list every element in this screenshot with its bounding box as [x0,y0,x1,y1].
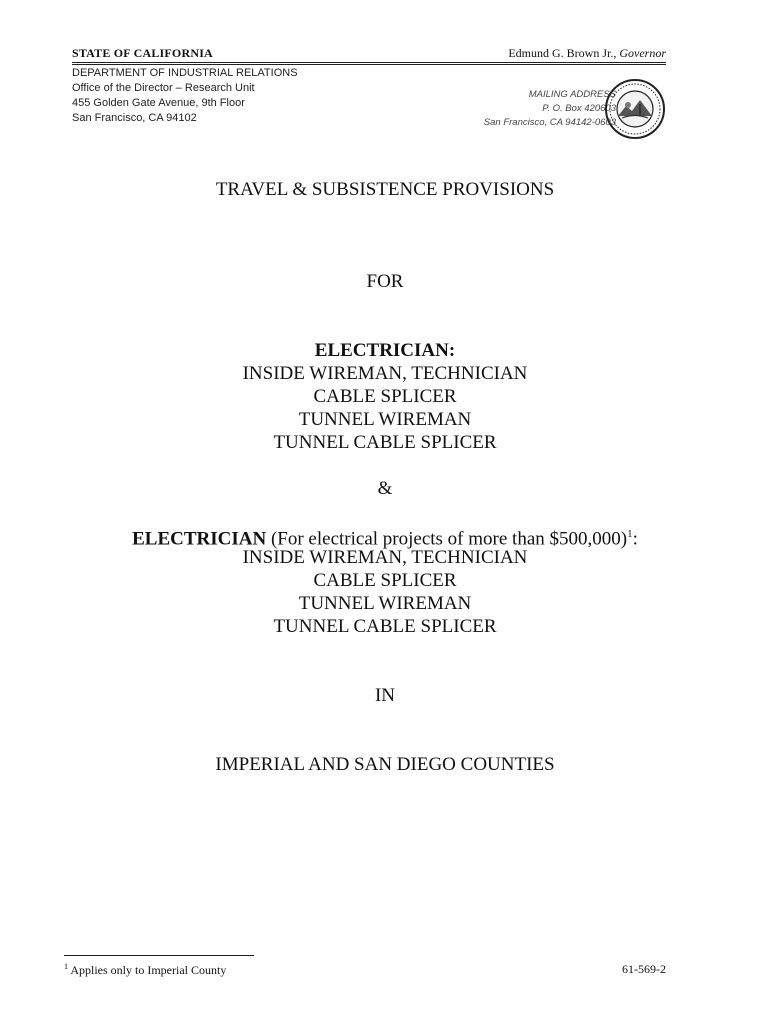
document-number: 61-569-2 [622,962,666,976]
group2-heading-bold: ELECTRICIAN [132,528,267,550]
footnote [64,962,226,978]
group2-item: TUNNEL WIREMAN [298,593,472,614]
po-box: P. O. Box 420603 [542,103,616,114]
group1-item: TUNNEL CABLE SPLICER [273,432,497,453]
department-address [72,66,298,126]
mailing-city: San Francisco, CA 94142-0603 [483,117,616,128]
main-title: TRAVEL & SUBSISTENCE PROVISIONS [215,179,555,200]
governor-title: Governor [619,46,666,60]
state-name: STATE OF CALIFORNIA [72,46,213,60]
group2-heading-rest: (For electrical projects of more than $500,000) [266,528,628,550]
group1-heading: ELECTRICIAN: [314,340,456,361]
group1-item: INSIDE WIREMAN, TECHNICIAN [242,363,528,384]
group2-item: TUNNEL CABLE SPLICER [273,616,497,637]
department-name: DEPARTMENT OF INDUSTRIAL RELATIONS [72,67,298,79]
group2-footnote-mark: 1 [627,528,633,540]
header-rule-top [72,62,666,63]
governor-name: Edmund G. Brown Jr., [508,46,617,60]
group2-item: INSIDE WIREMAN, TECHNICIAN [242,547,528,568]
governor-line [508,46,666,61]
header-rule-bottom [72,64,666,65]
group2-heading-end: : [632,528,638,550]
group1-item: CABLE SPLICER [313,386,457,407]
ampersand: & [377,478,393,499]
in-label: IN [374,685,396,706]
street-address: 455 Golden Gate Avenue, 9th Floor [72,97,245,109]
counties-title: IMPERIAL AND SAN DIEGO COUNTIES [215,754,555,775]
for-label: FOR [366,271,404,292]
office-name: Office of the Director – Research Unit [72,82,255,94]
footnote-mark: 1 [64,962,68,971]
footnote-rule [64,955,254,956]
city-address: San Francisco, CA 94102 [72,112,197,124]
group1-item: TUNNEL WIREMAN [298,409,472,430]
mailing-address [484,88,616,130]
state-seal-icon [604,78,666,140]
footnote-text: Applies only to Imperial County [68,963,227,977]
mailing-label: MAILING ADDRESS [528,89,616,100]
group2-item: CABLE SPLICER [313,570,457,591]
